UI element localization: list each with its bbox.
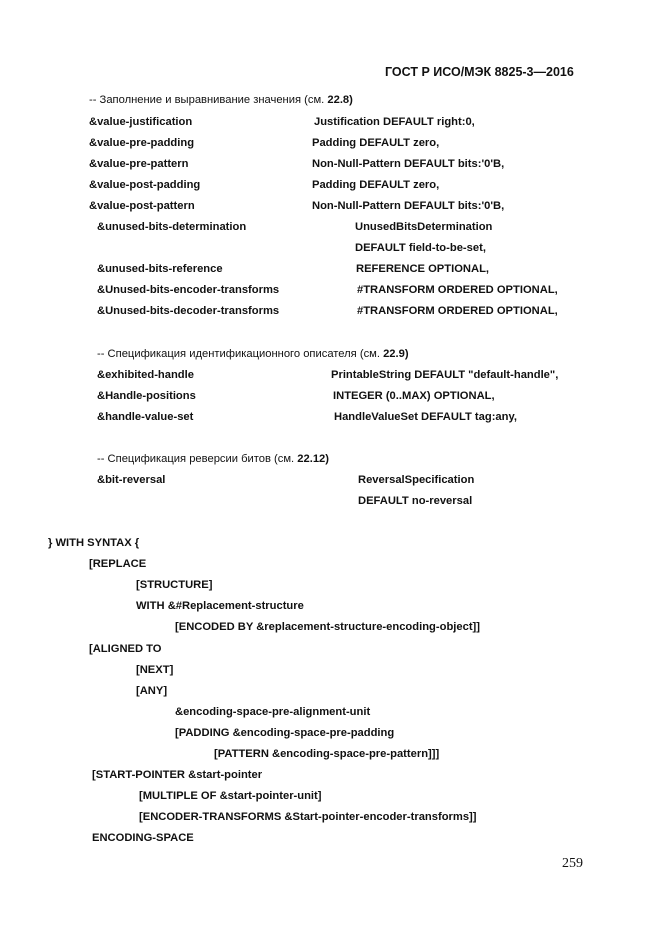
document-header: ГОСТ Р ИСО/МЭК 8825-3—2016 <box>385 65 574 79</box>
syntax-line: [START-POINTER &start-pointer <box>92 769 263 781</box>
comment-ref: 22.12) <box>297 453 330 465</box>
field-name: &value-justification <box>89 116 193 128</box>
syntax-line: [PATTERN &encoding-space-pre-pattern]]] <box>214 748 440 760</box>
field-type: PrintableString DEFAULT "default-handle", <box>331 369 559 381</box>
comment-ref: 22.9) <box>383 348 409 360</box>
syntax-open: } WITH SYNTAX { <box>48 537 140 549</box>
field-type: HandleValueSet DEFAULT tag:any, <box>334 411 517 423</box>
field-name: &value-pre-padding <box>89 137 195 149</box>
syntax-line: [ENCODER-TRANSFORMS &Start-pointer-encoder-transforms]] <box>139 811 477 823</box>
comment-handle-spec <box>97 347 409 361</box>
field-type: #TRANSFORM ORDERED OPTIONAL, <box>357 284 558 296</box>
syntax-line: [ANY] <box>136 685 168 697</box>
field-name: &value-pre-pattern <box>89 158 189 170</box>
comment-bit-reversal <box>97 452 329 466</box>
syntax-line: [NEXT] <box>136 664 174 676</box>
field-type: Non-Null-Pattern DEFAULT bits:'0'B, <box>312 200 505 212</box>
field-name: &Unused-bits-decoder-transforms <box>97 305 280 317</box>
field-type: DEFAULT field-to-be-set, <box>355 242 486 254</box>
field-type: INTEGER (0..MAX) OPTIONAL, <box>333 390 495 402</box>
syntax-line: [PADDING &encoding-space-pre-padding <box>175 727 395 739</box>
syntax-line: [MULTIPLE OF &start-pointer-unit] <box>139 790 322 802</box>
syntax-line: ENCODING-SPACE <box>92 832 194 844</box>
comment-value-padding <box>89 93 353 107</box>
field-name: &unused-bits-determination <box>97 221 247 233</box>
field-type: REFERENCE OPTIONAL, <box>356 263 490 275</box>
comment-text: -- Заполнение и выравнивание значения (см. <box>89 94 328 106</box>
field-type: Justification DEFAULT right:0, <box>314 116 475 128</box>
syntax-line: [ENCODED BY &replacement-structure-encoding-object]] <box>175 621 481 633</box>
field-name: &unused-bits-reference <box>97 263 223 275</box>
field-type: Padding DEFAULT zero, <box>312 137 440 149</box>
field-name: &handle-value-set <box>97 411 194 423</box>
field-name: &bit-reversal <box>97 474 166 486</box>
field-type: UnusedBitsDetermination <box>355 221 493 233</box>
page-number: 259 <box>562 856 583 871</box>
syntax-line: [ALIGNED TO <box>89 643 162 655</box>
field-type: DEFAULT no-reversal <box>358 495 473 507</box>
comment-ref: 22.8) <box>327 94 353 106</box>
field-name: &value-post-padding <box>89 179 201 191</box>
field-type: ReversalSpecification <box>358 474 475 486</box>
field-name: &Handle-positions <box>97 390 196 402</box>
syntax-line: [REPLACE <box>89 558 147 570</box>
field-name: &exhibited-handle <box>97 369 194 381</box>
field-name: &Unused-bits-encoder-transforms <box>97 284 280 296</box>
field-type: #TRANSFORM ORDERED OPTIONAL, <box>357 305 558 317</box>
syntax-line: [STRUCTURE] <box>136 579 213 591</box>
comment-text: -- Спецификация идентификационного описателя (см. <box>97 348 384 360</box>
comment-text: -- Спецификация реверсии битов (см. <box>97 453 298 465</box>
field-type: Padding DEFAULT zero, <box>312 179 440 191</box>
field-type: Non-Null-Pattern DEFAULT bits:'0'B, <box>312 158 505 170</box>
syntax-line: WITH &#Replacement-structure <box>136 600 304 612</box>
field-name: &value-post-pattern <box>89 200 195 212</box>
syntax-line: &encoding-space-pre-alignment-unit <box>175 706 371 718</box>
